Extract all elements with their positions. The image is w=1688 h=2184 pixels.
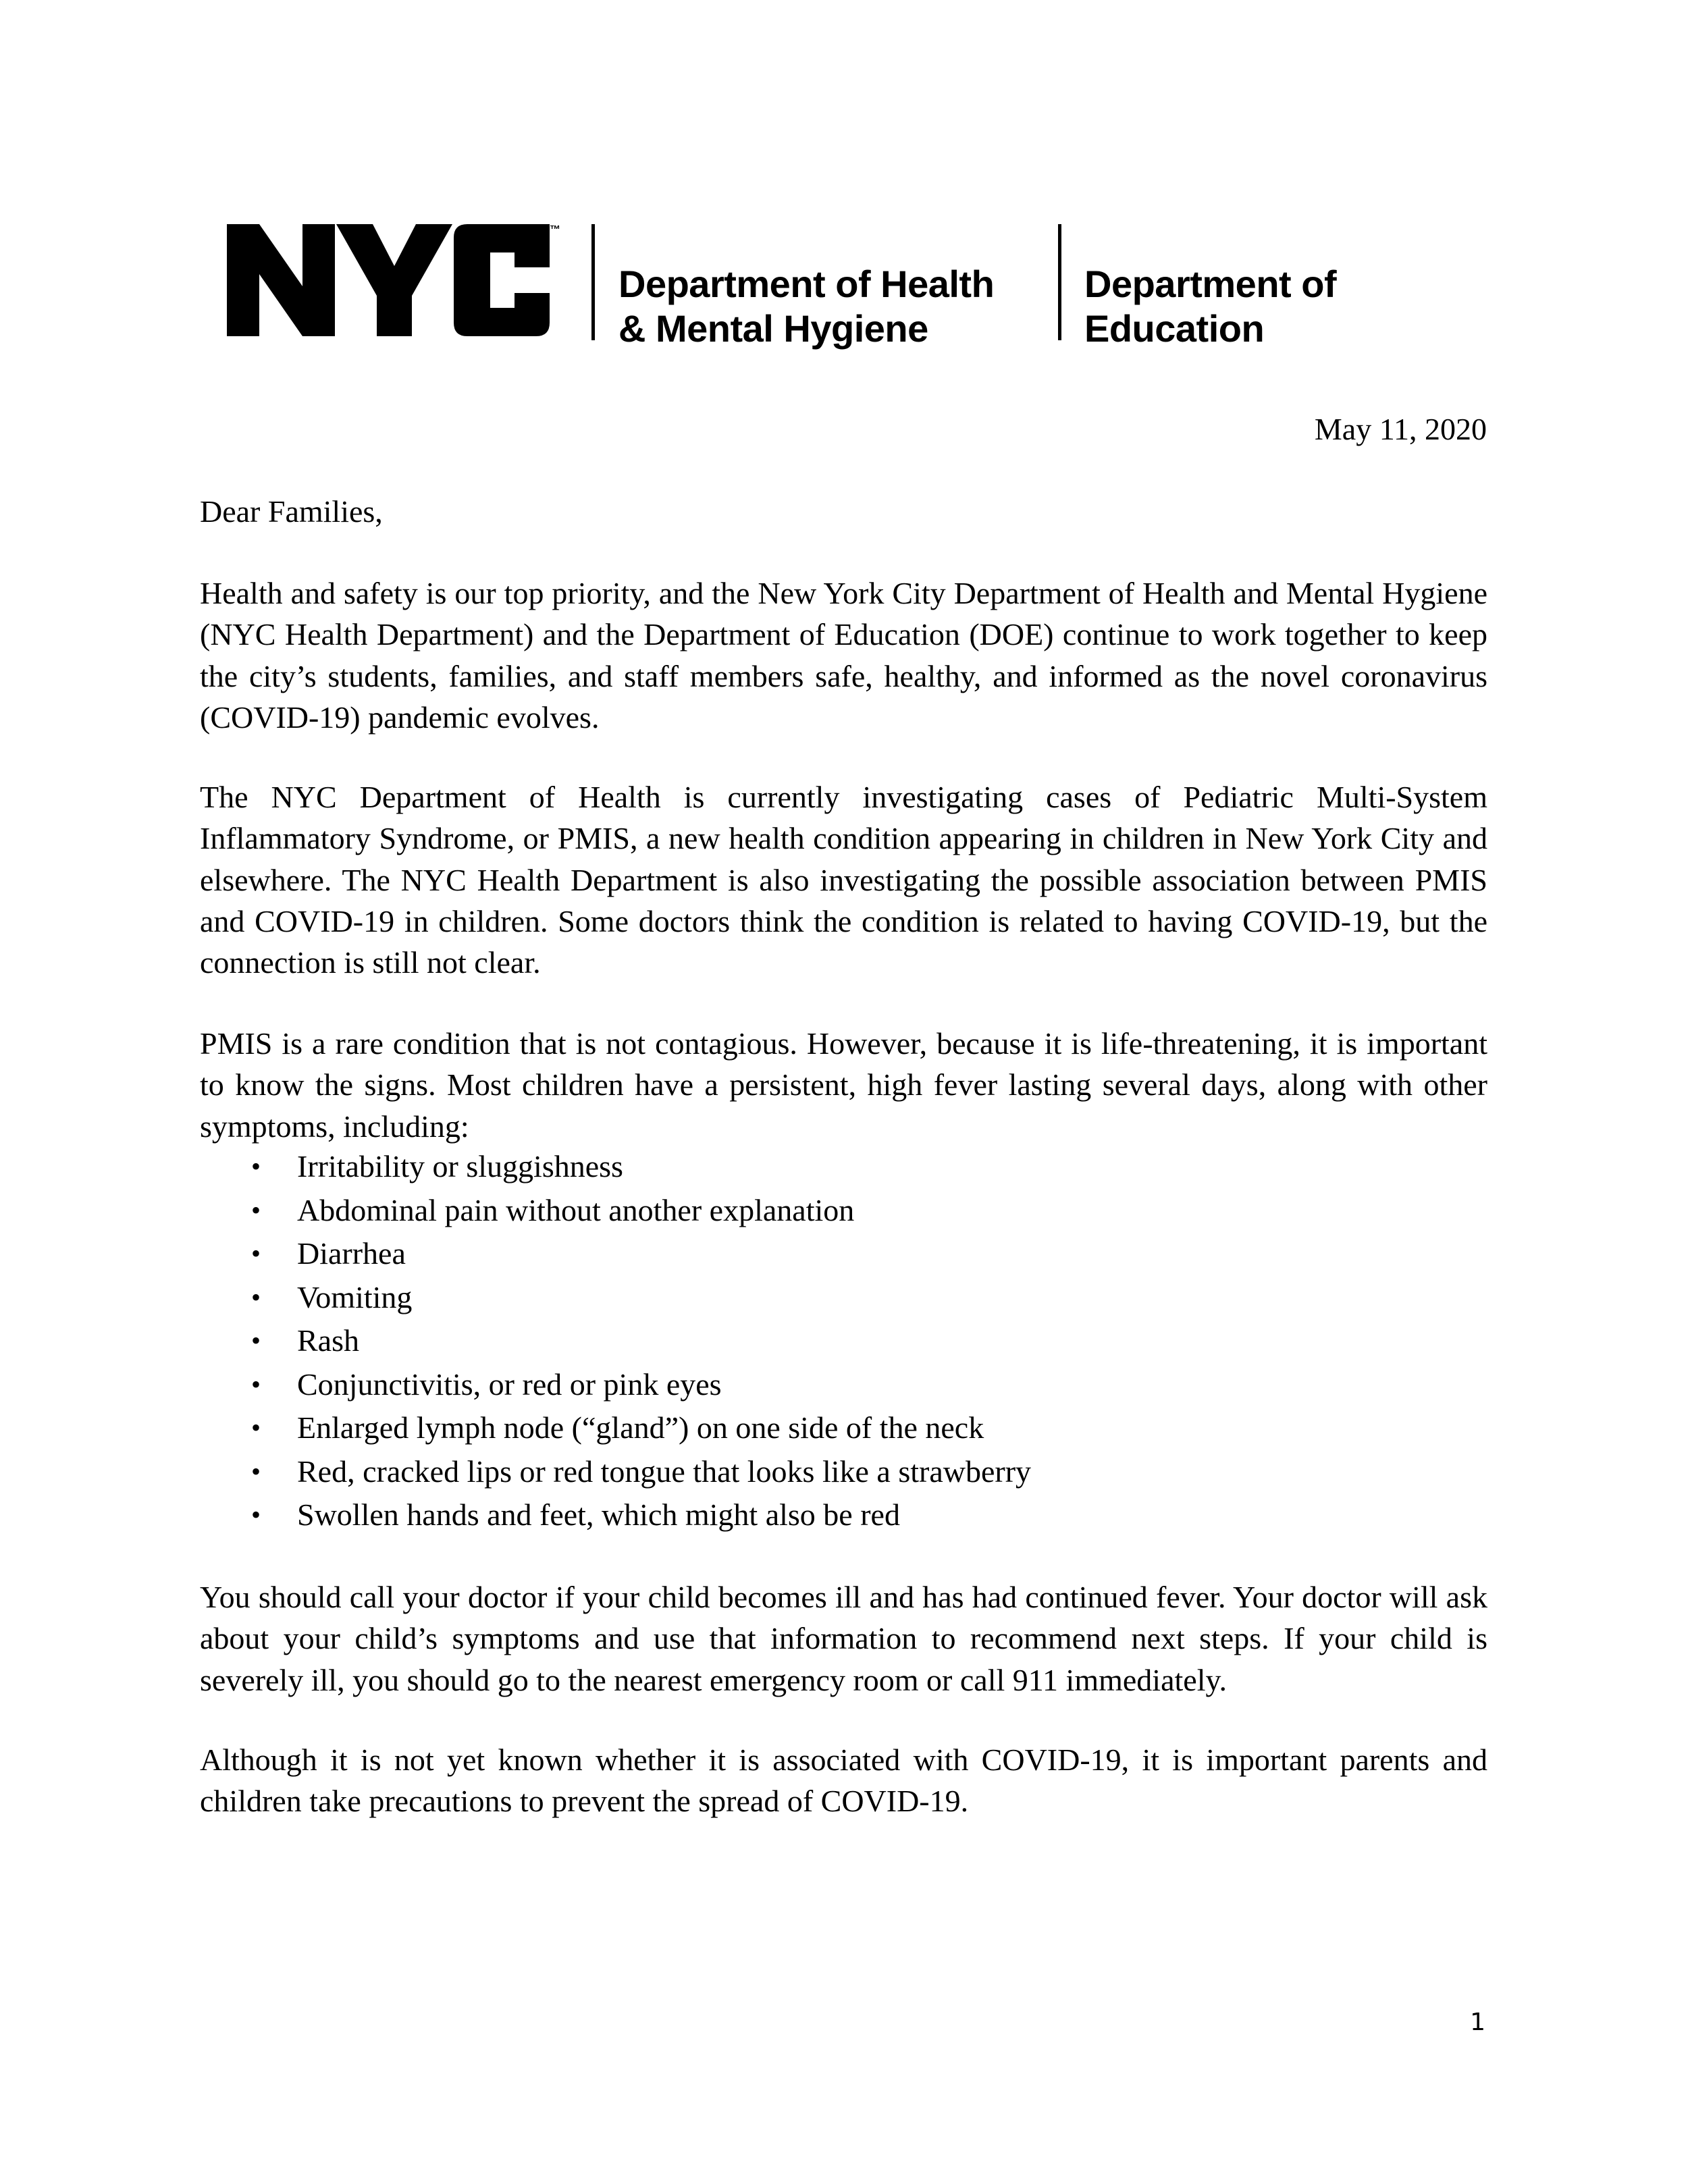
list-item: • Vomiting [200, 1277, 1487, 1321]
list-item: • Diarrhea [200, 1233, 1487, 1277]
bullet-icon: • [251, 1368, 261, 1400]
list-item: • Abdominal pain without another explanation [200, 1190, 1487, 1233]
agency-name-health-line-2: & Mental Hygiene [618, 307, 928, 350]
bullet-icon: • [251, 1456, 261, 1487]
trademark-mark: ™ [550, 224, 560, 236]
list-item: • Rash [200, 1320, 1487, 1364]
bullet-icon: • [251, 1194, 261, 1225]
bullet-icon: • [251, 1499, 261, 1530]
list-item: • Swollen hands and feet, which might also be red [200, 1494, 1487, 1538]
letterhead [227, 224, 1375, 350]
agency-name-education-line-2: Education [1084, 307, 1265, 350]
bullet-icon: • [251, 1281, 261, 1312]
list-item: • Red, cracked lips or red tongue that looks like a strawberry [200, 1451, 1487, 1495]
paragraph-pmis-investigation: The NYC Department of Health is currently investigating cases of Pediatric Multi-System Inflammatory Syndrome, or PMIS, a new health condition appearing in children in New York City and elsewhere. The NYC Health Department is also investigating the possible association between PMIS and COVID-19 in children. Some doctors think the condition is related to having COVID-19, but the connection is still not clear. [200, 780, 1487, 980]
salutation: Dear Families, [200, 494, 383, 529]
symptom-list [200, 1146, 1487, 1538]
agency-name-education-line-1: Department of [1084, 263, 1337, 305]
bullet-icon: • [251, 1151, 261, 1181]
paragraph-intro: Health and safety is our top priority, and the New York City Department of Health and Mental Hygiene (NYC Health Department) and the Department of Education (DOE) continue to work together to keep the city’s students, families, and staff members safe, healthy, and informed as the novel coronavirus (COVID-19) pandemic evolves. [200, 576, 1487, 735]
page-number: 1 [1470, 2008, 1485, 2036]
list-item: • Conjunctivitis, or red or pink eyes [200, 1364, 1487, 1408]
agency-name-education [1084, 262, 1336, 351]
list-item: • Irritability or sluggishness [200, 1146, 1487, 1190]
agency-name-health-line-1: Department of Health [618, 263, 995, 305]
list-item: • Enlarged lymph node (“gland”) on one side of the neck [200, 1407, 1487, 1451]
letter-date: May 11, 2020 [1314, 412, 1487, 446]
bullet-icon: • [251, 1412, 261, 1443]
paragraph-pmis-signs: PMIS is a rare condition that is not contagious. However, because it is life-threatening, it is important to know the signs. Most children have a persistent, high fever lasting several days, along with other symptoms, including: [200, 1026, 1487, 1144]
divider-line [1058, 224, 1061, 340]
divider-line [591, 224, 595, 340]
paragraph-precautions: Although it is not yet known whether it is associated with COVID-19, it is important parents and children take precautions to prevent the spread of COVID-19. [200, 1742, 1487, 1819]
agency-name-health [618, 262, 994, 351]
nyc-logo [227, 224, 564, 336]
bullet-icon: • [251, 1325, 261, 1356]
bullet-icon: • [251, 1238, 261, 1269]
paragraph-call-doctor: You should call your doctor if your child becomes ill and has had continued fever. Your doctor will ask about your child’s symptoms and use that information to recommend next steps. If your child is severely ill, you should go to the nearest emergency room or call 911 immediately. [200, 1580, 1487, 1697]
